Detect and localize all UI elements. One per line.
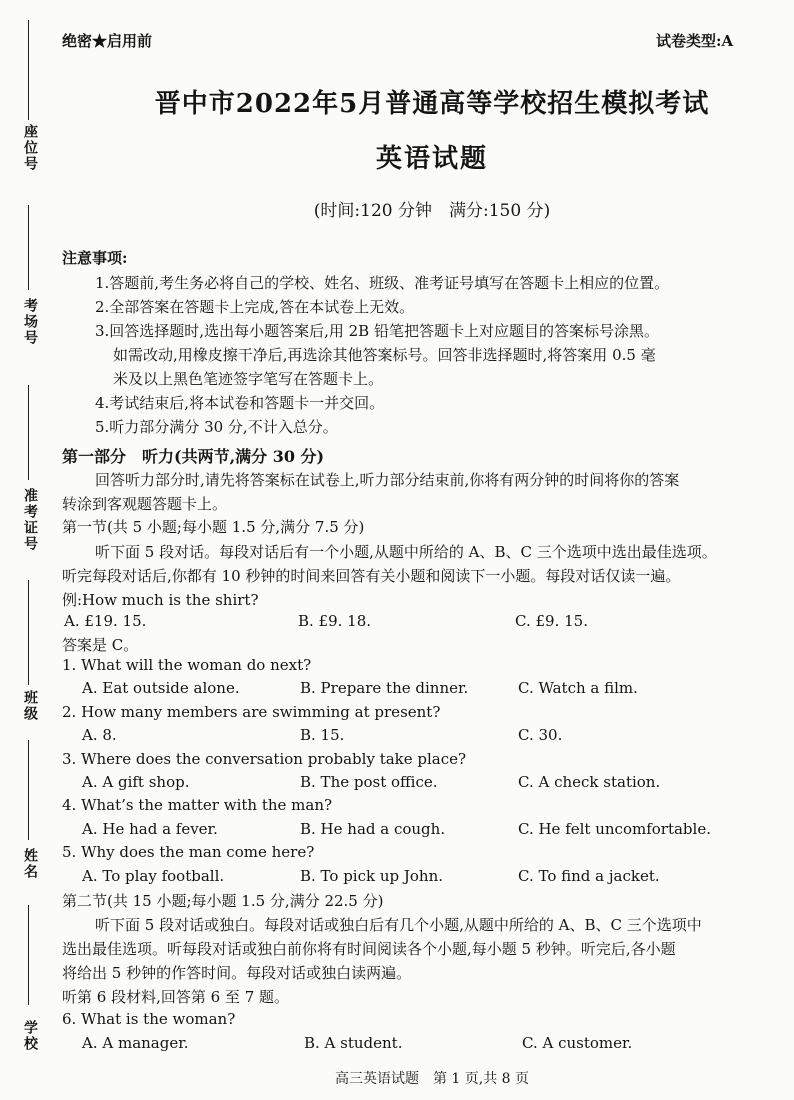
school-label: 学校 xyxy=(22,1020,38,1052)
q3-option-b: B. The post office. xyxy=(300,773,438,791)
q5-option-a: A. To play football. xyxy=(82,867,225,885)
example-option-a: A. £19. 15. xyxy=(64,612,147,630)
notice-item: 如需改动,用橡皮擦干净后,再选涂其他答案标号。回答非选择题时,将答案用 0.5 毫 xyxy=(113,346,656,364)
section2-instruction: 听下面 5 段对话或独白。每段对话或独白后有几个小题,从题中所给的 A、B、C 三个选项中 xyxy=(95,916,702,934)
q2-option-c: C. 30. xyxy=(518,726,563,744)
time-score-line: (时间:120 分钟 满分:150 分) xyxy=(313,201,551,221)
binding-line xyxy=(28,740,29,840)
q5-option-c: C. To find a jacket. xyxy=(518,867,660,885)
subject-title: 英语试题 xyxy=(375,144,488,174)
section1-heading: 第一节(共 5 小题;每小题 1.5 分,满分 7.5 分) xyxy=(62,518,365,536)
q1-option-b: B. Prepare the dinner. xyxy=(300,679,469,697)
q6-option-c: C. A customer. xyxy=(522,1034,633,1052)
section2-heading: 第二节(共 15 小题;每小题 1.5 分,满分 22.5 分) xyxy=(62,892,384,910)
question-6: 6. What is the woman? xyxy=(62,1010,236,1028)
q2-option-b: B. 15. xyxy=(300,726,345,744)
binding-line xyxy=(28,385,29,480)
q4-option-c: C. He felt uncomfortable. xyxy=(518,820,711,838)
paper-type: 试卷类型:A xyxy=(656,32,734,50)
part1-intro: 转涂到客观题答题卡上。 xyxy=(62,495,228,513)
question-3: 3. Where does the conversation probably take place? xyxy=(62,750,467,768)
notice-item: 5.听力部分满分 30 分,不计入总分。 xyxy=(95,418,338,436)
example-question: 例:How much is the shirt? xyxy=(62,591,259,609)
page-footer: 高三英语试题 第 1 页,共 8 页 xyxy=(334,1071,530,1087)
q5-option-b: B. To pick up John. xyxy=(300,867,444,885)
q6-option-a: A. A manager. xyxy=(82,1034,189,1052)
notice-item: 2.全部答案在答题卡上完成,答在本试卷上无效。 xyxy=(95,298,415,316)
exam-room-label: 考场号 xyxy=(22,298,38,346)
binding-line xyxy=(28,205,29,290)
q2-option-a: A. 8. xyxy=(82,726,117,744)
section2-instruction: 选出最佳选项。听每段对话或独白前你将有时间阅读各个小题,每小题 5 秒钟。听完后,各小题 xyxy=(62,940,676,958)
binding-line xyxy=(28,580,29,685)
binding-line xyxy=(28,20,29,120)
ticket-number-label: 准考证号 xyxy=(22,488,38,552)
notice-item: 4.考试结束后,将本试卷和答题卡一并交回。 xyxy=(95,394,385,412)
q4-option-b: B. He had a cough. xyxy=(300,820,446,838)
q3-option-c: C. A check station. xyxy=(518,773,661,791)
section2-instruction: 将给出 5 秒钟的作答时间。每段对话或独白读两遍。 xyxy=(62,964,412,982)
question-5: 5. Why does the man come here? xyxy=(62,843,315,861)
secret-mark: 绝密★启用前 xyxy=(62,32,153,50)
q1-option-a: A. Eat outside alone. xyxy=(82,679,240,697)
example-option-c: C. £9. 15. xyxy=(515,612,588,630)
question-2: 2. How many members are swimming at present? xyxy=(62,703,441,721)
page-title: 晋中市2022年5月普通高等学校招生模拟考试 xyxy=(154,89,710,119)
example-option-b: B. £9. 18. xyxy=(298,612,372,630)
class-label: 班级 xyxy=(22,690,38,722)
name-label: 姓名 xyxy=(22,848,38,880)
part1-intro: 回答听力部分时,请先将答案标在试卷上,听力部分结束前,你将有两分钟的时间将你的答案 xyxy=(95,471,680,489)
part1-heading: 第一部分 听力(共两节,满分 30 分) xyxy=(62,447,325,466)
question-1: 1. What will the woman do next? xyxy=(62,656,312,674)
notice-heading: 注意事项: xyxy=(62,249,128,267)
notice-item: 米及以上黑色笔迹签字笔写在答题卡上。 xyxy=(113,370,384,388)
notice-item: 3.回答选择题时,选出每小题答案后,用 2B 铅笔把答题卡上对应题目的答案标号涂黑。 xyxy=(95,322,659,340)
binding-line xyxy=(28,905,29,1005)
example-answer: 答案是 C。 xyxy=(62,636,139,654)
question-4: 4. What’s the matter with the man? xyxy=(62,796,333,814)
q6-option-b: B. A student. xyxy=(304,1034,403,1052)
notice-item: 1.答题前,考生务必将自己的学校、姓名、班级、准考证号填写在答题卡上相应的位置。 xyxy=(95,274,670,292)
section1-instruction: 听完每段对话后,你都有 10 秒钟的时间来回答有关小题和阅读下一小题。每段对话仅读一遍。 xyxy=(62,567,681,585)
q4-option-a: A. He had a fever. xyxy=(82,820,218,838)
seat-number-label: 座位号 xyxy=(22,124,38,172)
q3-option-a: A. A gift shop. xyxy=(82,773,190,791)
section1-instruction: 听下面 5 段对话。每段对话后有一个小题,从题中所给的 A、B、C 三个选项中选出最佳选项。 xyxy=(95,543,717,561)
q1-option-c: C. Watch a film. xyxy=(518,679,638,697)
material-6-instruction: 听第 6 段材料,回答第 6 至 7 题。 xyxy=(62,988,290,1006)
